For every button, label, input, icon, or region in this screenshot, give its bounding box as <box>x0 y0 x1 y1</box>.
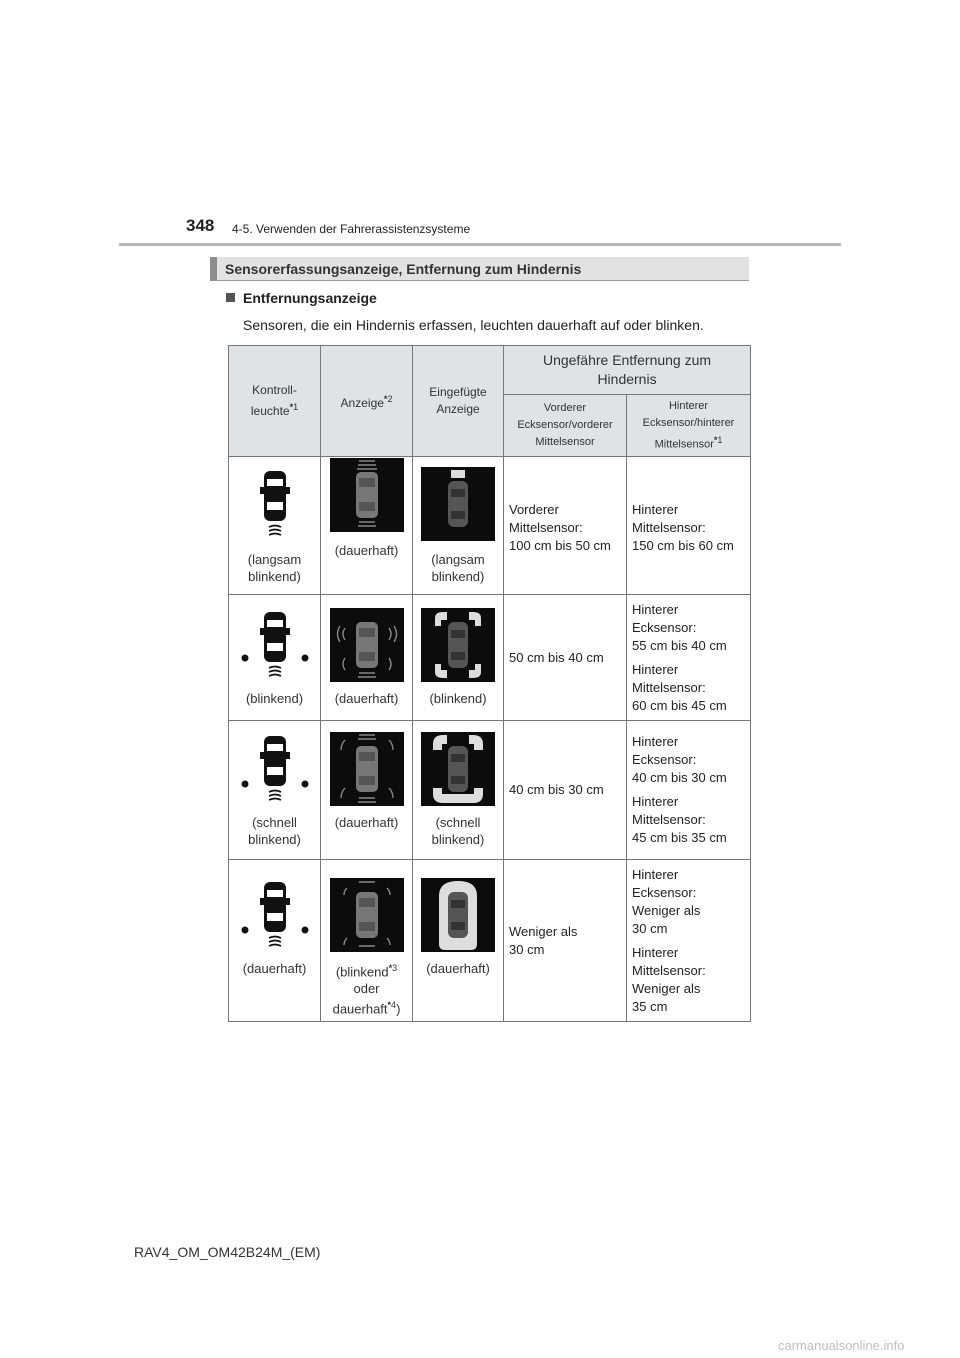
paragraph: Sensoren, die ein Hindernis erfassen, leuchten dauerhaft auf oder blinken. <box>243 317 704 333</box>
dist-text: 60 cm bis 45 cm <box>632 697 727 713</box>
chapter-title: 4-5. Verwenden der Fahrerassistenzsysteme <box>232 222 471 236</box>
display-cell <box>321 860 413 1022</box>
inset-cell <box>413 595 504 721</box>
watermark: carmanualsonline.info <box>778 1338 905 1353</box>
cell-text: blinkend) <box>248 832 301 847</box>
header-approx-distance <box>504 346 751 395</box>
footnote-number: 3 <box>392 963 398 973</box>
dist-text: Weniger als <box>509 923 578 939</box>
car-display-image <box>330 732 404 806</box>
header-text: Ecksensor/hinterer <box>642 416 735 429</box>
inset-cell <box>413 860 504 1022</box>
dist-text: Hinterer <box>632 734 679 749</box>
section-header <box>210 257 749 281</box>
header-text: Kontroll- <box>252 383 297 397</box>
car-indicator-icon <box>245 467 305 541</box>
footnote-star: * <box>289 402 294 412</box>
front-distance-cell <box>504 860 627 1022</box>
dist-text: 55 cm bis 40 cm <box>632 637 727 653</box>
display-cell <box>321 721 413 860</box>
footnote-star: * <box>713 434 718 445</box>
header-text: Hindernis <box>597 371 657 387</box>
footnote-star: * <box>388 963 393 973</box>
cell-text: (dauerhaft) <box>242 961 307 976</box>
cell-text: dauerhaft <box>332 1001 388 1017</box>
car-inset-image <box>421 878 495 952</box>
car-display-image <box>330 608 404 682</box>
dist-text: 30 cm <box>509 941 545 957</box>
cell-text: (schnell <box>435 815 481 830</box>
cell-text: (langsam <box>247 551 302 567</box>
cell-text: (schnell <box>252 815 297 830</box>
dist-text: 100 cm bis 50 cm <box>509 538 611 553</box>
header-display <box>321 346 413 457</box>
front-distance-cell <box>504 457 627 595</box>
dist-text: Hinterer <box>632 601 679 617</box>
table-row <box>229 595 751 721</box>
indicator-cell <box>229 595 321 721</box>
footnote-number: 2 <box>387 393 393 404</box>
header-text: leuchte <box>250 404 290 418</box>
header-text: Eingefügte <box>429 385 487 399</box>
rear-distance-cell <box>627 860 751 1022</box>
table-row <box>229 860 751 1022</box>
dist-text: 50 cm bis 40 cm <box>509 649 604 665</box>
header-indicator-light <box>229 346 321 457</box>
indicator-cell <box>229 457 321 595</box>
dist-text: Hinterer <box>632 661 679 677</box>
dist-text: 40 cm bis 30 cm <box>632 770 727 785</box>
dist-text: Mittelsensor: <box>632 679 706 695</box>
distance-table <box>228 345 751 1022</box>
dist-text: 30 cm <box>632 920 668 936</box>
car-indicator-icon <box>235 878 315 952</box>
subheading-text: Entfernungsanzeige <box>243 290 377 306</box>
footnote-number: 1 <box>717 434 723 445</box>
display-cell <box>321 595 413 721</box>
footnote-number: 1 <box>293 402 299 412</box>
car-inset-image <box>421 608 495 682</box>
inset-cell <box>413 457 504 595</box>
section-title: Sensorerfassungsanzeige, Entfernung zum Hindernis <box>225 261 582 277</box>
car-display-image <box>330 458 404 532</box>
cell-text: (blinkend) <box>245 691 304 706</box>
header-text: Vorderer <box>543 402 587 414</box>
header-inset-display <box>413 346 504 457</box>
cell-text: oder <box>353 981 380 997</box>
car-indicator-icon <box>235 608 315 682</box>
dist-text: Hinterer <box>632 794 679 809</box>
front-distance-cell <box>504 721 627 860</box>
rear-distance-cell <box>627 457 751 595</box>
cell-text: (dauerhaft) <box>334 691 399 706</box>
front-distance-cell <box>504 595 627 721</box>
table-row <box>229 457 751 595</box>
dist-text: Hinterer <box>632 944 679 960</box>
cell-text: blinkend) <box>431 568 485 584</box>
footnote-number: 4 <box>391 1000 397 1011</box>
header-text: Ecksensor/vorderer <box>517 419 613 431</box>
dist-text: Vorderer <box>509 502 559 517</box>
doc-code: RAV4_OM_OM42B24M_(EM) <box>134 1244 321 1260</box>
cell-text: blinkend) <box>248 568 301 584</box>
indicator-cell <box>229 860 321 1022</box>
dist-text: 45 cm bis 35 cm <box>632 830 727 845</box>
header-text: Mittelsensor <box>654 438 714 451</box>
dist-text: 40 cm bis 30 cm <box>509 782 604 797</box>
header-front-sensors <box>504 395 627 457</box>
car-indicator-icon <box>235 732 315 806</box>
dist-text: Ecksensor: <box>632 752 697 767</box>
cell-text: (blinkend) <box>429 691 487 706</box>
rear-distance-cell <box>627 595 751 721</box>
cell-text: (dauerhaft) <box>426 961 490 976</box>
dist-text: Mittelsensor: <box>632 962 706 978</box>
car-inset-image <box>421 467 495 541</box>
dist-text: Hinterer <box>632 866 679 882</box>
header-text: Hinterer <box>668 399 709 412</box>
subheading <box>226 290 377 306</box>
dist-text: Mittelsensor: <box>509 520 583 535</box>
table-row <box>229 721 751 860</box>
rear-distance-cell <box>627 721 751 860</box>
cell-text: blinkend) <box>431 832 485 847</box>
cell-text: ) <box>396 1001 401 1017</box>
header-text: Anzeige <box>340 395 384 410</box>
cell-text: (blinkend <box>335 964 389 980</box>
dist-text: Hinterer <box>632 502 679 517</box>
page-number: 348 <box>186 216 215 235</box>
dist-text: Weniger als <box>632 980 701 996</box>
indicator-cell <box>229 721 321 860</box>
square-bullet-icon <box>226 293 235 302</box>
dist-text: Ecksensor: <box>632 884 697 900</box>
header-rule <box>119 243 841 246</box>
dist-text: Mittelsensor: <box>632 812 706 827</box>
header-text: Mittelsensor <box>535 436 595 448</box>
car-display-image <box>330 878 404 952</box>
header-text: Ungefähre Entfernung zum <box>542 352 712 368</box>
dist-text: 150 cm bis 60 cm <box>632 538 734 553</box>
header-text: Anzeige <box>436 402 480 416</box>
dist-text: Weniger als <box>632 902 701 918</box>
dist-text: 35 cm <box>632 998 668 1014</box>
header-rear-sensors <box>627 395 751 457</box>
dist-text: Ecksensor: <box>632 619 697 635</box>
cell-text: (dauerhaft) <box>334 815 399 830</box>
dist-text: Mittelsensor: <box>632 520 706 535</box>
cell-text: (langsam <box>431 551 485 567</box>
car-inset-image <box>421 732 495 806</box>
footnote-star: * <box>387 1000 392 1011</box>
inset-cell <box>413 721 504 860</box>
footnote-star: * <box>383 393 388 404</box>
display-cell <box>321 457 413 595</box>
cell-text: (dauerhaft) <box>334 543 399 558</box>
